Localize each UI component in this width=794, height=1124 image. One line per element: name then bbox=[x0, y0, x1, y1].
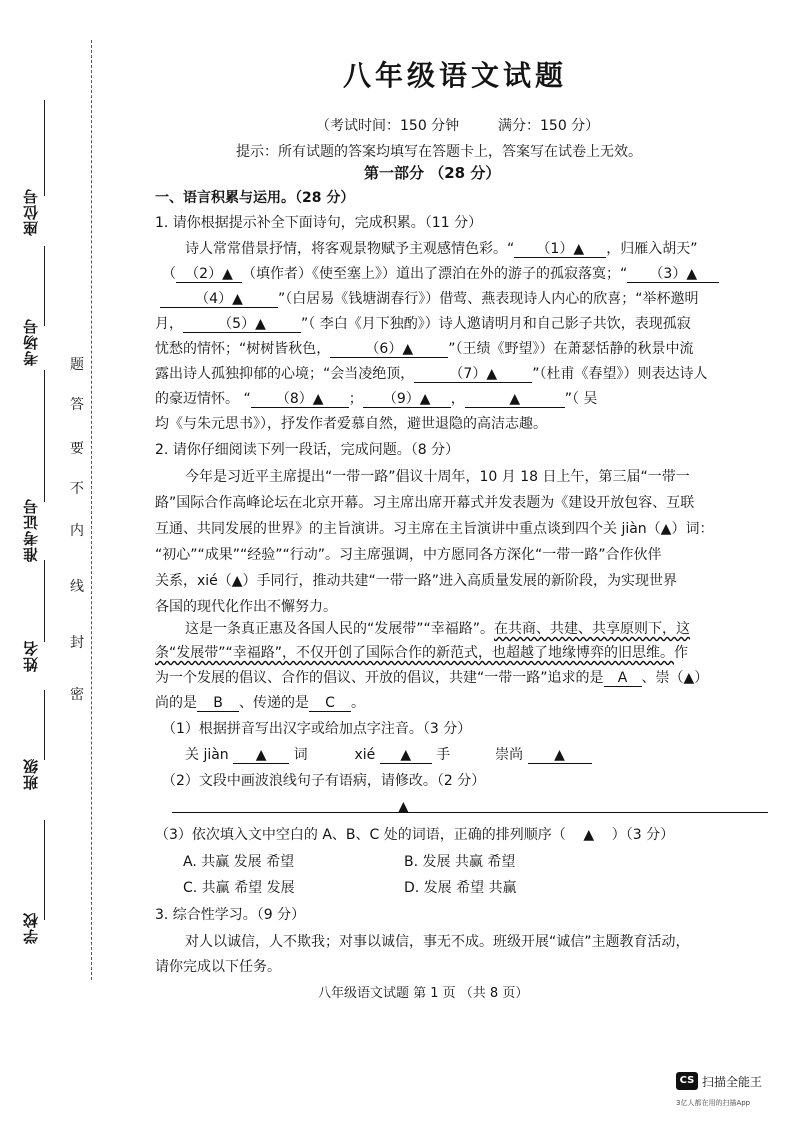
notice-char: 封 bbox=[70, 635, 84, 651]
q1-text: 诗人常常借景抒情，将客观景物赋予主观感情色彩。“ bbox=[185, 241, 515, 257]
passage-text: 、崇（▲） bbox=[641, 670, 709, 686]
notice-char: 要 bbox=[70, 441, 84, 457]
q1-text: ”（白居易《钱塘湖春行》）借莺、燕表现诗人内心的欣喜；“举杯邀明 bbox=[278, 291, 699, 307]
q1-line bbox=[155, 365, 708, 383]
q1-line bbox=[155, 340, 694, 358]
answer-blank-2: （2）▲ bbox=[176, 266, 242, 283]
q1-line bbox=[185, 240, 698, 258]
blank-c: C bbox=[309, 695, 351, 712]
q1-text: 露出诗人孤独抑郁的心境；“会当凌绝顶， bbox=[155, 366, 415, 382]
q1-text: ”（ 吴 bbox=[564, 391, 598, 407]
option-a: A. 共赢 发展 希望 bbox=[183, 854, 295, 870]
wavy-sentence: 条“发展带”“幸福路”，不仅开创了国际合作的新范式，也超越了地缘博弈的旧思维。 bbox=[155, 645, 675, 661]
option-b: B. 发展 共赢 希望 bbox=[404, 854, 516, 870]
answer-blank-4: （4）▲ bbox=[160, 291, 278, 308]
exam-hint: 提示：所有试题的答案均填写在答题卡上，答案写在试卷上无效。 bbox=[236, 144, 642, 160]
q1-text: 的豪迈情怀。 “ bbox=[155, 391, 251, 407]
question-3-stem: 3. 综合性学习。（9 分） bbox=[155, 907, 306, 923]
school-label: 学校 bbox=[22, 912, 40, 944]
pinyin-word: 词 bbox=[293, 747, 308, 763]
passage-line bbox=[155, 669, 708, 687]
blank-a: A bbox=[604, 670, 642, 687]
notice-char: 内 bbox=[70, 523, 84, 539]
q3-line: 对人以诚信，人不欺我；对事以诚信，事无不成。班级开展“诚信”主题教育活动， bbox=[185, 934, 690, 950]
passage-text: 。 bbox=[351, 695, 365, 711]
passage-line: 互通、共同发展的世界》的主旨演讲。习主席在主旨演讲中重点谈到四个关 jiàn（▲）词： bbox=[155, 521, 714, 537]
q1-text: ， bbox=[450, 391, 465, 407]
exam-time: （考试时间：150 分钟 bbox=[316, 118, 460, 134]
q1-text: ”（ 李白《月下独酌》）诗人邀请明月和自己影子共饮，表现孤寂 bbox=[301, 316, 691, 332]
pinyin-word: xié bbox=[354, 747, 376, 763]
answer-blank-10: ▲ bbox=[465, 391, 565, 408]
passage-line: 今年是习近平主席提出“一带一路”倡议十周年，10 月 18 日上午，第三届“一带一 bbox=[185, 469, 690, 485]
room-label: 考场号 bbox=[22, 318, 40, 366]
passage-line bbox=[155, 694, 365, 712]
passage-text: 作 bbox=[674, 645, 689, 661]
answer-blank-chong: ▲ bbox=[528, 747, 592, 764]
answer-blank-8: （8）▲ bbox=[251, 391, 349, 408]
passage-line: “初心”“成果”“经验”“行动”。习主席强调，中方愿同各方深化“一带一路”合作伙伴 bbox=[155, 547, 662, 563]
sub3-text: ）（3 分） bbox=[611, 827, 675, 843]
notice-char: 答 bbox=[70, 397, 84, 413]
passage-line bbox=[155, 644, 688, 662]
passage-line bbox=[185, 620, 690, 638]
answer-blank-3: （3）▲ bbox=[627, 266, 719, 283]
q1-line bbox=[155, 390, 597, 408]
passage-line: 各国的现代化作出不懈努力。 bbox=[155, 599, 337, 615]
full-score: 满分：150 分） bbox=[498, 118, 600, 134]
passage-text: 尚的是 bbox=[155, 695, 197, 711]
q1-text: ”（王绩《野望》）在萧瑟恬静的秋景中流 bbox=[448, 341, 694, 357]
admission-label: 准考证号 bbox=[22, 498, 40, 562]
answer-blank-xie: ▲ bbox=[380, 747, 432, 764]
q1-line bbox=[162, 265, 719, 283]
passage-line: 关系，xié（▲）手同行，推动共建“一带一路”进入高质量发展的新阶段，为实现世界 bbox=[155, 573, 678, 589]
sub-question-1: （1）根据拼音写出汉字或给加点字注音。（3 分） bbox=[162, 721, 472, 737]
answer-blank-6: （6）▲ bbox=[330, 341, 448, 358]
cs-logo-icon: CS bbox=[676, 1072, 698, 1090]
question-2-stem: 2. 请你仔细阅读下列一段话，完成问题。（8 分） bbox=[155, 442, 460, 458]
answer-blank-5: （5）▲ bbox=[183, 316, 301, 333]
pinyin-word: 手 bbox=[436, 747, 451, 763]
blank-b: B bbox=[197, 695, 239, 712]
q1-line bbox=[155, 315, 691, 333]
q1-text: ； bbox=[348, 391, 363, 407]
sub-question-2: （2）文段中画波浪线句子有语病，请修改。（2 分） bbox=[162, 773, 486, 789]
name-label: 姓名 bbox=[22, 640, 40, 672]
sub-question-3 bbox=[155, 826, 674, 844]
notice-char: 题 bbox=[70, 357, 84, 373]
watermark-name: 扫描全能王 bbox=[702, 1075, 763, 1089]
class-label: 班级 bbox=[22, 758, 40, 790]
page-title: 八年级语文试题 bbox=[343, 59, 568, 92]
option-c: C. 共赢 希望 发展 bbox=[183, 880, 295, 896]
page-footer: 八年级语文试题 第 1 页 （共 8 页） bbox=[318, 986, 529, 1001]
seat-label: 座位号 bbox=[22, 188, 40, 236]
q1-text: ，归雁入胡天” bbox=[606, 241, 698, 257]
answer-blank-9: （9）▲ bbox=[363, 391, 451, 408]
pinyin-word: 崇尚 bbox=[495, 747, 524, 763]
notice-char: 线 bbox=[70, 579, 84, 595]
answer-marker: ▲ bbox=[583, 827, 595, 843]
q1-line: 均《与朱元思书》），抒发作者爱慕自然，避世退隐的高洁志趣。 bbox=[155, 416, 547, 432]
question-1-stem: 1. 请你根据提示补全下面诗句，完成积累。（11 分） bbox=[155, 215, 483, 231]
q3-line: 请你完成以下任务。 bbox=[155, 959, 281, 975]
answer-blank-7: （7）▲ bbox=[414, 366, 532, 383]
passage-text: 为一个发展的倡议、合作的倡议、开放的倡议，共建“一带一路”追求的是 bbox=[155, 670, 604, 686]
watermark-sub: 3亿人都在用的扫描App bbox=[676, 1099, 751, 1107]
q1-text: （填作者）《使至塞上》）道出了漂泊在外的游子的孤寂落寞；“ bbox=[242, 266, 628, 282]
notice-char: 不 bbox=[70, 481, 84, 497]
passage-text: 、传递的是 bbox=[239, 695, 309, 711]
pinyin-row bbox=[185, 746, 592, 764]
answer-marker: ▲ bbox=[398, 799, 409, 815]
q1-text: ”（杜甫《春望》）则表达诗人 bbox=[532, 366, 708, 382]
answer-blank-1: （1）▲ bbox=[514, 241, 606, 258]
passage-line: 路”国际合作高峰论坛在北京开幕。习主席出席开幕式并发表题为《建设开放包容、互联 bbox=[155, 495, 695, 511]
section-heading: 一、语言积累与运用。（28 分） bbox=[155, 190, 355, 206]
sub3-text: （3）依次填入文中空白的 A、B、C 处的词语，正确的排列顺序（ bbox=[155, 827, 566, 843]
wavy-sentence: 在共商、共建、共享原则下，这 bbox=[494, 621, 691, 637]
part-title: 第一部分 （28 分） bbox=[364, 164, 501, 182]
pinyin-word: 关 jiàn bbox=[185, 747, 229, 763]
notice-char: 密 bbox=[70, 687, 84, 703]
q1-text: （ bbox=[162, 266, 176, 282]
option-d: D. 发展 希望 共赢 bbox=[404, 880, 517, 896]
passage-text: 这是一条真正惠及各国人民的“发展带”“幸福路”。 bbox=[185, 621, 495, 637]
answer-line bbox=[172, 812, 768, 813]
q1-text: 忧愁的情怀；“树树皆秋色， bbox=[155, 341, 331, 357]
answer-blank-jian: ▲ bbox=[233, 747, 289, 764]
q1-line bbox=[160, 290, 699, 308]
q1-text: 月， bbox=[155, 316, 183, 332]
